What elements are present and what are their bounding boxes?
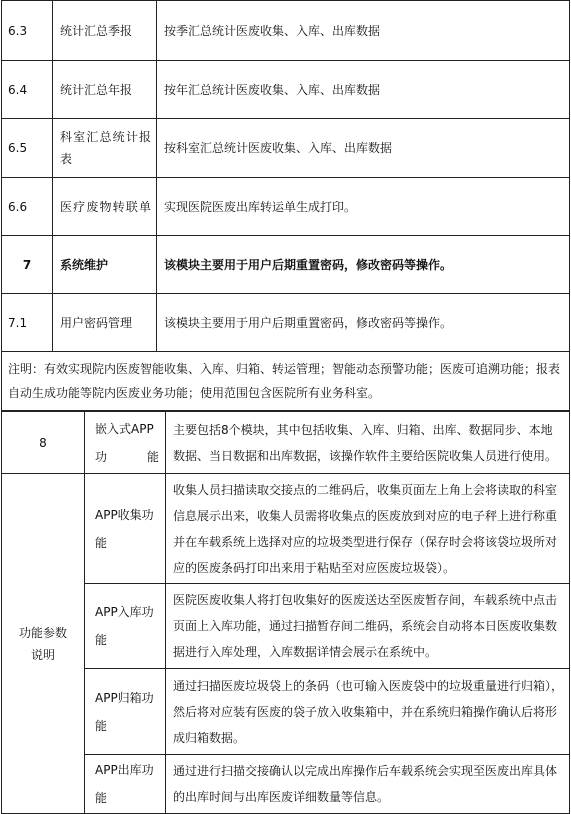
table-row xyxy=(2,294,570,352)
param-description: 通过扫描医废垃圾袋上的条码（也可输入医废袋中的垃圾重量进行归箱），然后将对应装有医废的袋子放入收集箱中，并在系统归箱操作确认后将形成归箱数据。 xyxy=(166,669,570,755)
section-row xyxy=(2,412,570,474)
row-description: 该模块主要用于用户后期重置密码，修改密码等操作。 xyxy=(157,236,570,294)
param-row xyxy=(2,474,570,584)
row-name: 统计汇总季报 xyxy=(53,1,157,61)
row-name: 统计汇总年报 xyxy=(53,61,157,119)
row-number: 6.6 xyxy=(2,178,53,236)
section-description: 主要包括8个模块，其中包括收集、入库、归箱、出库、数据同步、本地数据、当日数据和出库数据，该操作软件主要给医院收集人员进行使用。 xyxy=(166,412,570,474)
row-number: 7 xyxy=(2,236,53,294)
table-row xyxy=(2,119,570,178)
section-name: 嵌入式APP功能 xyxy=(85,412,166,474)
row-number: 6.4 xyxy=(2,61,53,119)
param-description: 收集人员扫描读取交接点的二维码后，收集页面左上角上会将读取的科室信息展示出来，收集人员需将收集点的医废放到对应的电子秤上进行称重并在车载系统上选择对应的垃圾类型进行保存（保存时会将该袋垃圾所对应的医废条码打印出来用于粘贴至对应医废垃圾袋）。 xyxy=(166,474,570,584)
table-row xyxy=(2,178,570,236)
param-name: APP归箱功能 xyxy=(85,669,166,755)
row-description: 按季汇总统计医废收集、入库、出库数据 xyxy=(157,1,570,61)
params-label: 功能参数说明 xyxy=(2,474,85,814)
row-name: 科室汇总统计报表 xyxy=(53,119,157,178)
row-description: 该模块主要用于用户后期重置密码，修改密码等操作。 xyxy=(157,294,570,352)
row-number: 7.1 xyxy=(2,294,53,352)
row-number: 6.5 xyxy=(2,119,53,178)
table-row xyxy=(2,61,570,119)
row-description: 实现医院医废出库转运单生成打印。 xyxy=(157,178,570,236)
row-name: 医疗废物转联单 xyxy=(53,178,157,236)
function-table xyxy=(1,0,570,411)
param-row xyxy=(2,755,570,814)
row-number: 6.3 xyxy=(2,1,53,61)
param-description: 医院医废收集人将打包收集好的医废送达至医废暂存间，车载系统中点击页面上入库功能，通过扫描暂存间二维码，系统会自动将本日医废收集数据进行入库处理，入库数据详情会展示在系统中。 xyxy=(166,584,570,669)
param-description: 通过进行扫描交接确认以完成出库操作后车载系统会实现至医废出库具体的出库时间与出库医废详细数量等信息。 xyxy=(166,755,570,814)
param-row xyxy=(2,584,570,669)
note-text: 注明：有效实现院内医废智能收集、入库、归箱、转运管理；智能动态预警功能；医废可追溯功能；报表自动生成功能等院内医废业务功能；使用范围包含医院所有业务科室。 xyxy=(2,352,570,411)
param-name: APP出库功能 xyxy=(85,755,166,814)
param-name: APP入库功能 xyxy=(85,584,166,669)
row-description: 按科室汇总统计医废收集、入库、出库数据 xyxy=(157,119,570,178)
note-row xyxy=(2,352,570,411)
row-description: 按年汇总统计医废收集、入库、出库数据 xyxy=(157,61,570,119)
row-name: 系统维护 xyxy=(53,236,157,294)
app-function-table xyxy=(1,411,570,814)
table-row xyxy=(2,236,570,294)
table-row xyxy=(2,1,570,61)
row-name: 用户密码管理 xyxy=(53,294,157,352)
param-name: APP收集功能 xyxy=(85,474,166,584)
param-row xyxy=(2,669,570,755)
section-number: 8 xyxy=(2,412,85,474)
